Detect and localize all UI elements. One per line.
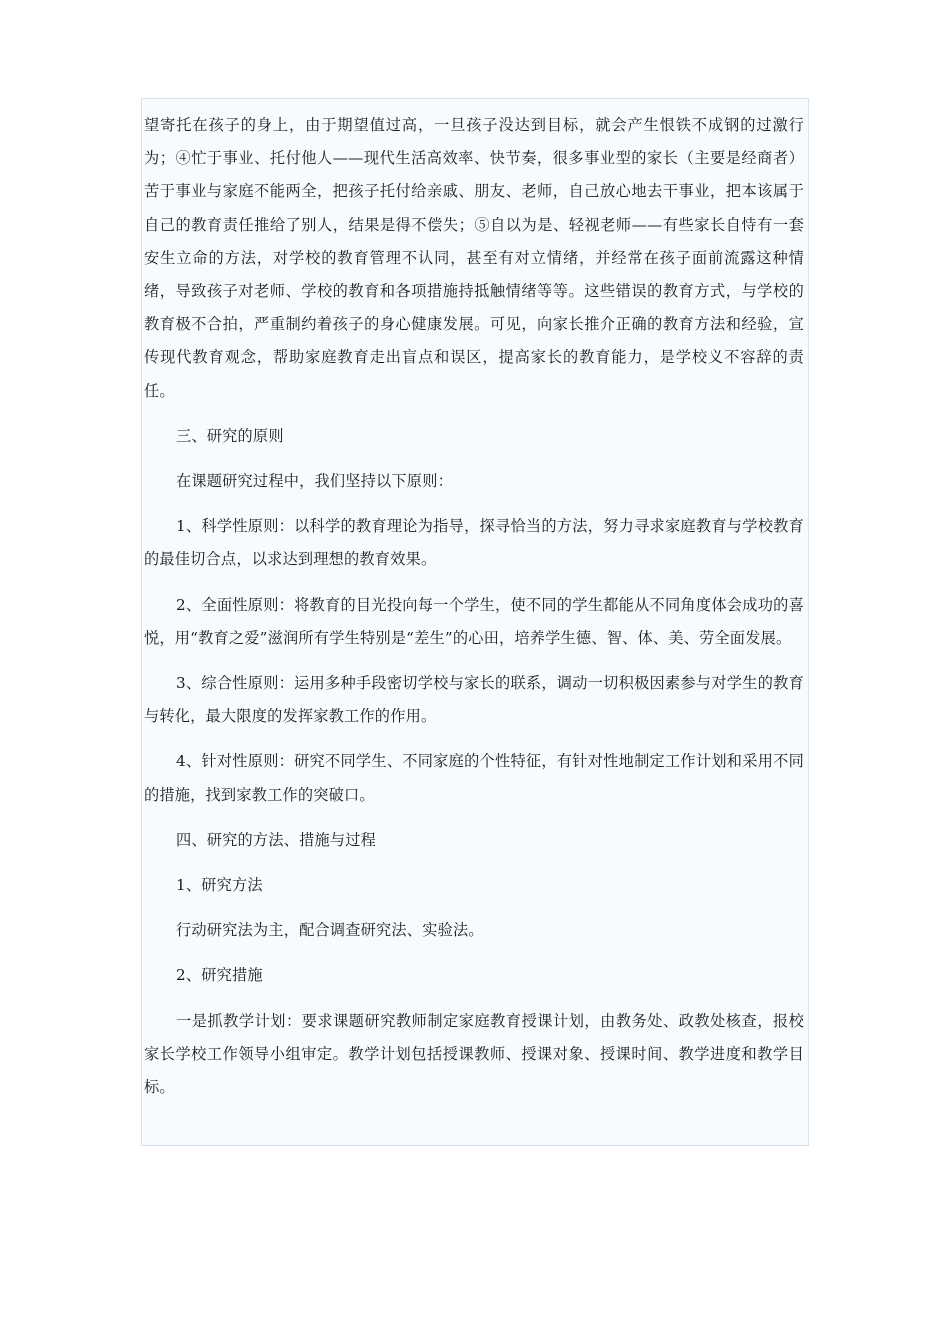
paragraph-principle-integrated: 3、综合性原则：运用多种手段密切学校与家长的联系，调动一切积极因素参与对学生的教育与转化，最大限度的发挥家教工作的作用。 bbox=[144, 674, 804, 726]
section-heading-methods: 四、研究的方法、措施与过程 bbox=[176, 830, 377, 849]
section-heading-principles: 三、研究的原则 bbox=[176, 426, 284, 445]
subheading-research-method: 1、研究方法 bbox=[176, 876, 263, 895]
paragraph-research-method: 行动研究法为主，配合调查研究法、实验法。 bbox=[176, 921, 484, 940]
paragraph-continued: 望寄托在孩子的身上，由于期望值过高，一旦孩子没达到目标，就会产生恨铁不成钢的过激行为；④忙于事业、托付他人——现代生活高效率、快节奏，很多事业型的家长（主要是经商者）苦于事业与家庭不能两全，把孩子托付给亲戚、朋友、老师，自己放心地去干事业，把本该属于自己的教育责任推给了别人，结果是得不偿失；⑤自以为是、轻视老师——有些家长自恃有一套安生立命的方法，对学校的教育管理不认同，甚至有对立情绪，并经常在孩子面前流露这种情绪，导致孩子对老师、学校的教育和各项措施持抵触情绪等等。这些错误的教育方式，与学校的教育极不合拍，严重制约着孩子的身心健康发展。可见，向家长推介正确的教育方法和经验，宣传现代教育观念，帮助家庭教育走出盲点和误区，提高家长的教育能力，是学校义不容辞的责任。 bbox=[144, 116, 804, 400]
subheading-research-measures: 2、研究措施 bbox=[176, 966, 263, 985]
document-content-box bbox=[141, 98, 809, 1146]
paragraph-principle-comprehensive: 2、全面性原则：将教育的目光投向每一个学生，使不同的学生都能从不同角度体会成功的喜悦，用“教育之爱”滋润所有学生特别是“差生”的心田，培养学生德、智、体、美、劳全面发展。 bbox=[144, 595, 804, 647]
paragraph-principles-intro: 在课题研究过程中，我们坚持以下原则： bbox=[176, 472, 453, 491]
paragraph-principle-scientific: 1、科学性原则：以科学的教育理论为指导，探寻恰当的方法，努力寻求家庭教育与学校教育的最佳切合点，以求达到理想的教育效果。 bbox=[144, 517, 804, 569]
paragraph-teaching-plan: 一是抓教学计划：要求课题研究教师制定家庭教育授课计划，由教务处、政教处核查，报校家长学校工作领导小组审定。教学计划包括授课教师、授课对象、授课时间、教学进度和教学目标。 bbox=[144, 1011, 804, 1097]
paragraph-principle-targeted: 4、针对性原则：研究不同学生、不同家庭的个性特征，有针对性地制定工作计划和采用不同的措施，找到家教工作的突破口。 bbox=[144, 752, 804, 804]
